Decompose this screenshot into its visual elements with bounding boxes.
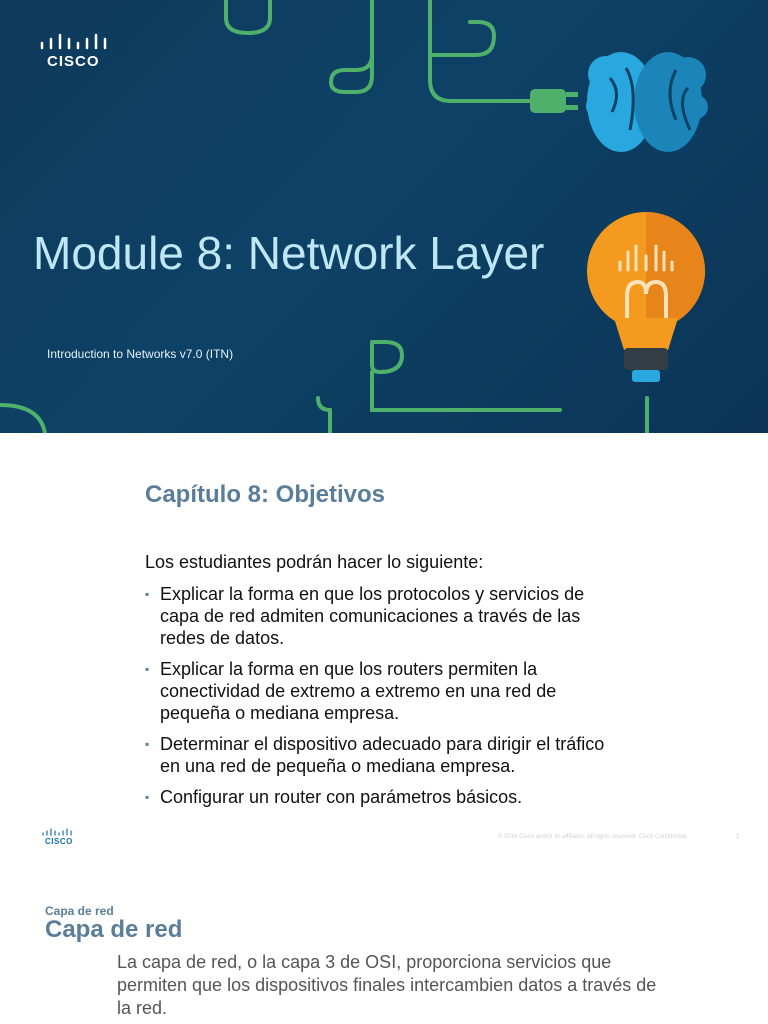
page-number: 2 bbox=[736, 834, 740, 840]
list-item bbox=[145, 583, 625, 649]
objectives-list bbox=[145, 583, 625, 817]
title-slide bbox=[0, 0, 768, 433]
objectives-title: Capítulo 8: Objetivos bbox=[145, 481, 386, 508]
bullet-icon: ▪ bbox=[145, 737, 150, 751]
section-title: Capa de red bbox=[45, 916, 183, 943]
footer-cisco-logo bbox=[42, 828, 72, 836]
bullet-text: Explicar la forma en que los routers permiten la conectividad de extremo a extremo en una red de pequeña o mediana empresa. bbox=[160, 659, 557, 723]
list-item bbox=[145, 786, 625, 808]
list-item bbox=[145, 733, 625, 777]
lightbulb-icon bbox=[587, 212, 705, 382]
cisco-wordmark: CISCO bbox=[47, 53, 100, 70]
power-plug-icon bbox=[530, 89, 578, 113]
section-body: La capa de red, o la capa 3 de OSI, proporciona servicios que permiten que los dispositivos finales intercambien datos a través de la red. bbox=[117, 952, 657, 1018]
network-layer-slide bbox=[0, 863, 768, 1024]
cisco-logo bbox=[40, 33, 110, 53]
circuit-lines bbox=[0, 0, 768, 433]
bullet-text: Configurar un router con parámetros básicos. bbox=[160, 787, 523, 807]
slide-subtitle: Introduction to Networks v7.0 (ITN) bbox=[47, 347, 234, 361]
slide-title: Module 8: Network Layer bbox=[33, 227, 545, 279]
bullet-icon: ▪ bbox=[145, 587, 150, 601]
bullet-text: Determinar el dispositivo adecuado para dirigir el tráfico en una red de pequeña o mediana empresa. bbox=[160, 734, 605, 776]
section-kicker: Capa de red bbox=[45, 904, 114, 918]
objectives-slide bbox=[0, 433, 768, 863]
footer-cisco-wordmark: CISCO bbox=[45, 837, 73, 846]
brain-icon bbox=[586, 52, 708, 152]
copyright-text: © 2016 Cisco and/or its affiliates. All rights reserved. Cisco Confidential bbox=[498, 834, 687, 840]
list-item bbox=[145, 658, 625, 724]
objectives-intro: Los estudiantes podrán hacer lo siguiente: bbox=[145, 552, 484, 572]
bullet-icon: ▪ bbox=[145, 790, 150, 804]
bullet-text: Explicar la forma en que los protocolos y servicios de capa de red admiten comunicaciones a través de las redes de datos. bbox=[160, 584, 585, 648]
bullet-icon: ▪ bbox=[145, 662, 150, 676]
